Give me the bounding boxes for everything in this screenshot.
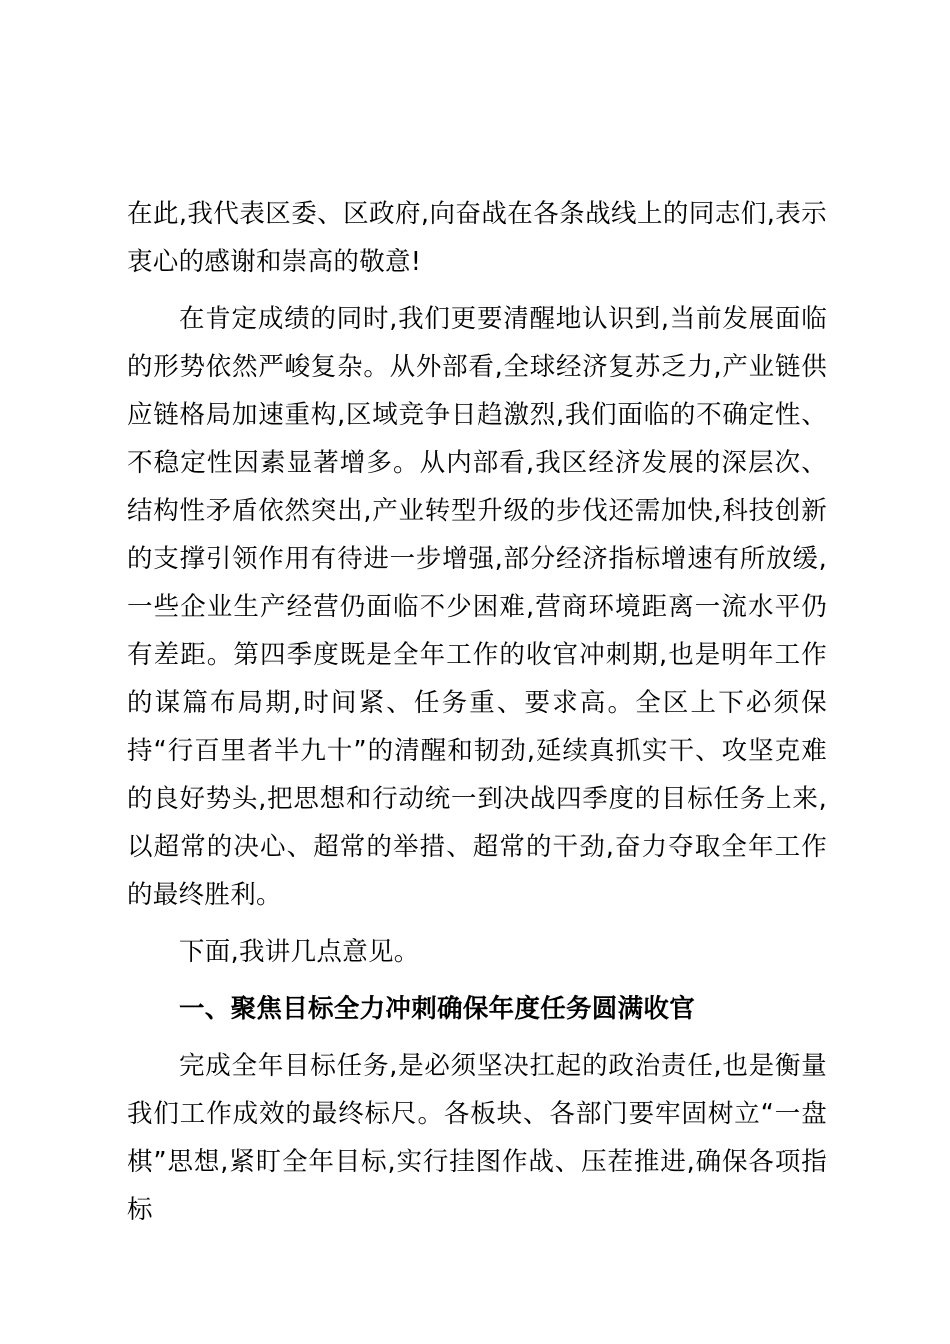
paragraph-intro: 下面,我讲几点意见。 — [179, 937, 420, 967]
document-body — [127, 190, 827, 1234]
paragraph-thanks: 在此,我代表区委、区政府,向奋战在各条战线上的同志们,表示衷心的感谢和崇高的敬意! — [127, 199, 827, 277]
section-heading-1: 一、聚焦目标全力冲刺确保年度任务圆满收官 — [179, 994, 696, 1024]
paragraph-targets: 完成全年目标任务,是必须坚决扛起的政治责任,也是衡量我们工作成效的最终标尺。各板块、各部门要牢固树立“一盘棋”思想,紧盯全年目标,实行挂图作战、压茬推进,确保各项指标 — [127, 1051, 827, 1225]
paragraph-situation: 在肯定成绩的同时,我们更要清醒地认识到,当前发展面临的形势依然严峻复杂。从外部看,全球经济复苏乏力,产业链供应链格局加速重构,区域竞争日趋激烈,我们面临的不确定性、不稳定性因素显著增多。从内部看,我区经济发展的深层次、结构性矛盾依然突出,产业转型升级的步伐还需加快,科技创新的支撑引领作用有待进一步增强,部分经济指标增速有所放缓,一些企业生产经营仍面临不少困难,营商环境距离一流水平仍有差距。第四季度既是全年工作的收官冲刺期,也是明年工作的谋篇布局期,时间紧、任务重、要求高。全区上下必须保持“行百里者半九十”的清醒和韧劲,延续真抓实干、攻坚克难的良好势头,把思想和行动统一到决战四季度的目标任务上来,以超常的决心、超常的举措、超常的干劲,奋力夺取全年工作的最终胜利。 — [127, 304, 827, 910]
